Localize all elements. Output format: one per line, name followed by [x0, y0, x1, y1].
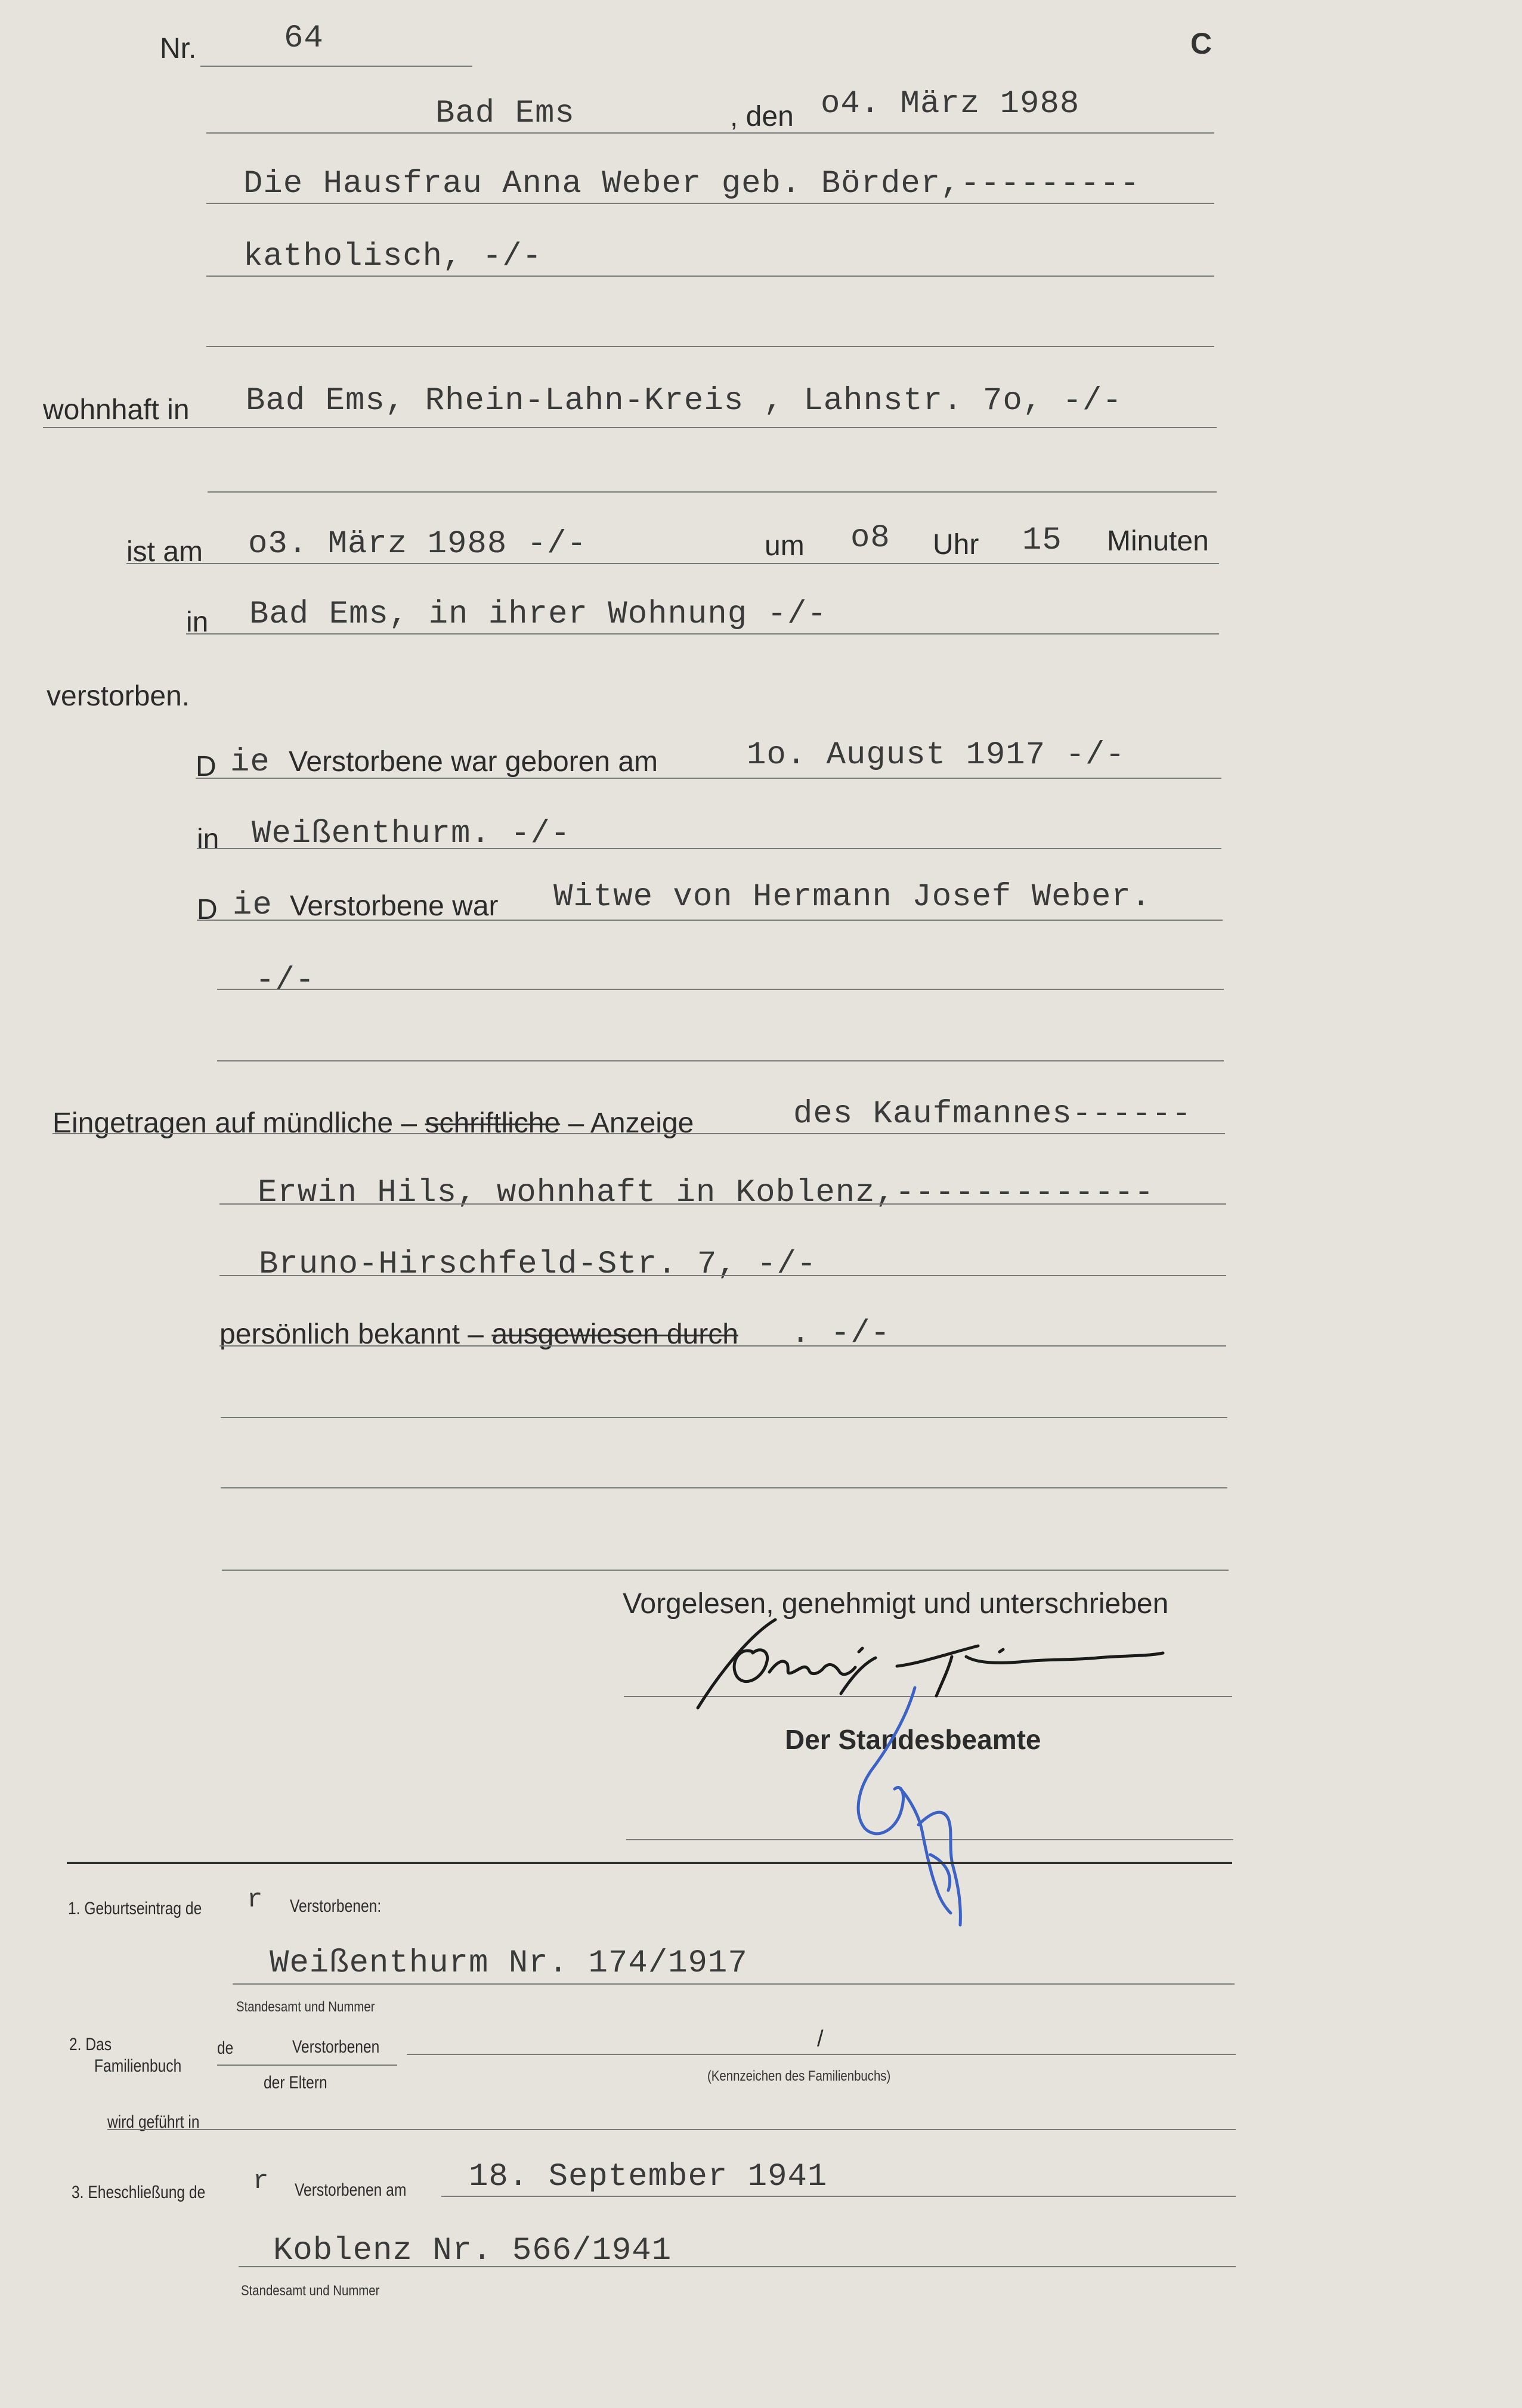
person-line-2: katholisch, -/-	[243, 239, 543, 275]
read-approved-label: Vorgelesen, genehmigt und unterschrieben	[623, 1588, 1169, 1620]
item3-label: 3. Eheschließung de	[72, 2183, 206, 2202]
birth-label-ie: ie	[230, 744, 270, 781]
person-line-1: Die Hausfrau Anna Weber geb. Börder,---------	[243, 166, 1140, 202]
birth-date: 1o. August 1917 -/-	[747, 737, 1125, 773]
known-label-struck: ausgewiesen durch	[491, 1318, 738, 1350]
item2-verstorbenen: Verstorbenen	[292, 2037, 380, 2057]
verstorben-label: verstorben.	[47, 680, 190, 712]
item2-separator	[217, 2065, 397, 2066]
entry-value-1: des Kaufmannes------	[793, 1096, 1192, 1132]
item3-underline	[441, 2196, 1236, 2197]
item1-underline	[233, 1983, 1235, 1985]
status-label-rest: Verstorbene war	[290, 890, 499, 922]
wohnhaft-label: wohnhaft in	[43, 394, 190, 426]
item3-caption: Standesamt und Nummer	[241, 2283, 380, 2299]
um-label: um	[765, 530, 805, 562]
item2-gefuehrt: wird geführt in	[107, 2112, 200, 2132]
header-place: Bad Ems	[435, 95, 575, 132]
item3-suffix: Verstorbenen am	[295, 2180, 407, 2200]
entry-label-suffix: – Anzeige	[568, 1107, 694, 1139]
den-label: , den	[730, 101, 794, 132]
item1-r: r	[247, 1885, 264, 1915]
status-line-2: -/-	[255, 962, 315, 999]
death-minute: 15	[1022, 522, 1062, 559]
item2-de: de	[217, 2038, 234, 2058]
item1-suffix: Verstorbenen:	[290, 1896, 382, 1916]
status-label-ie: ie	[233, 887, 273, 924]
death-date: o3. März 1988 -/-	[248, 526, 587, 562]
item1-label: 1. Geburtseintrag de	[68, 1899, 202, 1918]
status-value: Witwe von Hermann Josef Weber.	[553, 879, 1152, 915]
nr-value: 64	[284, 20, 324, 57]
birth-label-rest: Verstorbene war geboren am	[289, 746, 658, 778]
minuten-label: Minuten	[1107, 525, 1209, 557]
item2-underline	[407, 2054, 1236, 2055]
status-label-d: D	[197, 894, 218, 926]
item3-value-2: Koblenz Nr. 566/1941	[273, 2233, 672, 2269]
item2-eltern: der Eltern	[264, 2073, 327, 2093]
item2-familienbuch: Familienbuch	[94, 2056, 182, 2076]
death-in-label: in	[186, 606, 209, 638]
death-place: Bad Ems, in ihrer Wohnung -/-	[249, 596, 827, 633]
entry-value-3: Bruno-Hirschfeld-Str. 7, -/-	[259, 1246, 817, 1283]
declarant-signature	[698, 1620, 1163, 1708]
nr-label: Nr.	[160, 33, 197, 64]
death-hour: o8	[850, 520, 890, 556]
birth-place: Weißenthurm. -/-	[252, 816, 571, 852]
item1-value: Weißenthurm Nr. 174/1917	[270, 1945, 748, 1982]
entry-label-struck: schriftliche	[425, 1107, 561, 1139]
item3-r: r	[253, 2166, 270, 2196]
known-value: . -/-	[791, 1316, 891, 1352]
birth-in-label: in	[197, 824, 219, 855]
footer-divider	[67, 1862, 1232, 1864]
item1-caption: Standesamt und Nummer	[236, 1999, 375, 2015]
header-date: o4. März 1988	[821, 86, 1080, 122]
item3-value: 18. September 1941	[469, 2159, 828, 2195]
uhr-label: Uhr	[933, 529, 979, 561]
item2-num: 2. Das	[69, 2035, 112, 2054]
item2-underline-2	[107, 2129, 1236, 2130]
registrar-signature	[858, 1688, 960, 1925]
birth-label-d: D	[196, 751, 216, 782]
known-label-prefix: persönlich bekannt –	[219, 1318, 484, 1350]
item2-slash: /	[817, 2026, 824, 2051]
registrar-label: Der Standesbeamte	[785, 1724, 1041, 1755]
item3-underline-2	[239, 2266, 1236, 2267]
address-value: Bad Ems, Rhein-Lahn-Kreis , Lahnstr. 7o, -/-	[246, 383, 1122, 419]
ist-am-label: ist am	[126, 536, 203, 568]
item2-caption: (Kennzeichen des Familienbuchs)	[707, 2068, 891, 2084]
entry-label-prefix: Eingetragen auf mündliche –	[52, 1107, 417, 1139]
corner-letter: C	[1190, 27, 1212, 60]
entry-value-2: Erwin Hils, wohnhaft in Koblenz,-------------	[258, 1175, 1155, 1211]
